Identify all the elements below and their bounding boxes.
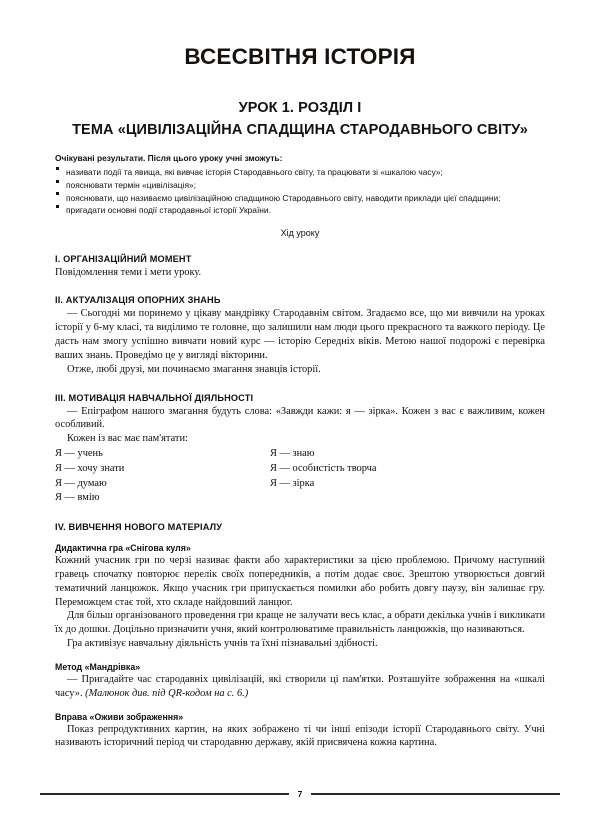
list-item: [55, 204, 545, 216]
list-item: [55, 166, 545, 178]
square-bullet-icon: [56, 205, 59, 208]
activity-journey-paragraph-1: [55, 673, 545, 701]
objectives-list: [55, 166, 545, 216]
list-item: [55, 179, 545, 191]
section-ii-paragraph-1: — Сьогодні ми поринемо у цікаву мандрівку Стародавнім світом. Згадаємо все, що ми вивчили на уроках історії у 6-му класі, та виділимо те головне, що залишили нам люди цього прекрасного та важкого періоду. Це дасть нам змогу успішно вивчати новий курс — історію Середніх віків. Метою нашої подорожі є перевірка ваших знань. Проведімо це у вигляді вікторини.: [55, 308, 545, 361]
affirmation-item: Я — вмію: [55, 492, 100, 504]
footer-rule-right: [311, 793, 560, 794]
activity-heading-snowball: Дидактична гра «Снігова куля»: [55, 543, 191, 554]
objective-text: називати події та явища, які вивчає історія Стародавнього світу, та працювати зі «шкалою часу»;: [66, 167, 443, 178]
activity-heading-journey: Метод «Мандрівка»: [55, 661, 141, 672]
section-iii-list-intro: Кожен із вас має пам'ятати:: [67, 433, 188, 445]
activity-snowball-paragraph-3: Гра активізує навчальну діяльність учнів та їхні пізнавальні здібності.: [67, 638, 378, 650]
objectives-heading: Очікувані результати. Після цього уроку учні зможуть:: [55, 153, 283, 163]
affirmations-right-column: [270, 447, 545, 506]
section-ii-paragraph-2: Отже, любі друзі, ми починаємо змагання знавців історії.: [67, 363, 321, 375]
activity-revive-paragraph-1: Показ репродуктивних картин, на яких зображено ті чи інші епізоди історії Стародавнього світу. Учні називають історичний період чи стародавню державу, якій присвячена кожна картина.: [55, 723, 545, 749]
section-heading-iii: III. МОТИВАЦІЯ НАВЧАЛЬНОЇ ДІЯЛЬНОСТІ: [55, 392, 254, 403]
affirmation-item: Я — зірка: [270, 477, 315, 489]
section-i-text: Повідомлення теми і мети уроку.: [55, 266, 202, 278]
list-item: [55, 192, 545, 204]
document-body: [55, 138, 545, 750]
activity-snowball-paragraph-1: Кожний учасник гри по черзі називає факти або характеристики за цією проблемою. Причому наступний гравець спочатку повторює перелік своїх попередників, а потім додає своє. Зрештою утворюється довгий тематичний ланцюжок. Якщо учасник гри припускається помилки або робить довгу паузу, він залишає гру. Переможцем стає той, хто складе найдовший ланцюг.: [55, 555, 545, 608]
section-heading-iv: IV. ВИВЧЕННЯ НОВОГО МАТЕРІАЛУ: [55, 522, 223, 533]
affirmation-item: Я — учень: [55, 448, 103, 460]
affirmation-item: Я — думаю: [55, 477, 107, 489]
activity-journey-note: (Малюнок див. під QR-кодом на с. 6.): [85, 687, 249, 699]
page-title: ВСЕСВІТНЯ ІСТОРІЯ: [184, 44, 416, 69]
objective-text: пригадати основні події стародавньої історії України.: [66, 205, 271, 216]
lesson-heading: УРОК 1. РОЗДІЛ І: [238, 100, 362, 116]
section-iii-paragraph-1: — Епіграфом нашого змагання будуть слова: «Завжди кажи: я — зірка». Кожен з вас є важливим, кожен особливий.: [55, 405, 545, 431]
square-bullet-icon: [56, 180, 59, 183]
course-label: Хід уроку: [280, 227, 320, 238]
affirmation-item: Я — знаю: [270, 448, 315, 460]
square-bullet-icon: [56, 192, 59, 195]
square-bullet-icon: [56, 167, 59, 170]
affirmations-columns: [55, 447, 545, 506]
affirmation-item: Я — особистість творча: [270, 462, 377, 474]
section-heading-ii: II. АКТУАЛІЗАЦІЯ ОПОРНИХ ЗНАНЬ: [55, 295, 221, 306]
objective-text: пояснювати термін «цивілізація»;: [66, 180, 196, 191]
objective-text: пояснювати, що називаємо цивілізаційною спадщиною Стародавнього світу, наводити приклади цієї спадщини;: [66, 192, 501, 203]
activity-journey-text: — Пригадайте час стародавніх цивілізацій, які створили ці пам'ятки. Розташуйте зображення на «шкалі часу».: [55, 673, 545, 699]
page-footer: [0, 789, 600, 799]
affirmations-left-column: [55, 447, 270, 506]
theme-heading: ТЕМА «ЦИВІЛІЗАЦІЙНА СПАДЩИНА СТАРОДАВНЬОГО СВІТУ»: [72, 122, 528, 138]
activity-heading-revive: Вправа «Оживи зображення»: [55, 711, 184, 722]
footer-rule-left: [40, 793, 289, 794]
page-number: 7: [297, 789, 303, 799]
affirmation-item: Я — хочу знати: [55, 462, 125, 474]
activity-snowball-paragraph-2: Для більш організованого проведення гри краще не залучати весь клас, а обрати декілька учнів і викликати їх до дошки. Доцільно призначити учня, який контролюватиме правильність ланцюжків, що називаються.: [55, 610, 545, 636]
section-heading-i: I. ОРГАНІЗАЦІЙНИЙ МОМЕНТ: [55, 253, 192, 264]
